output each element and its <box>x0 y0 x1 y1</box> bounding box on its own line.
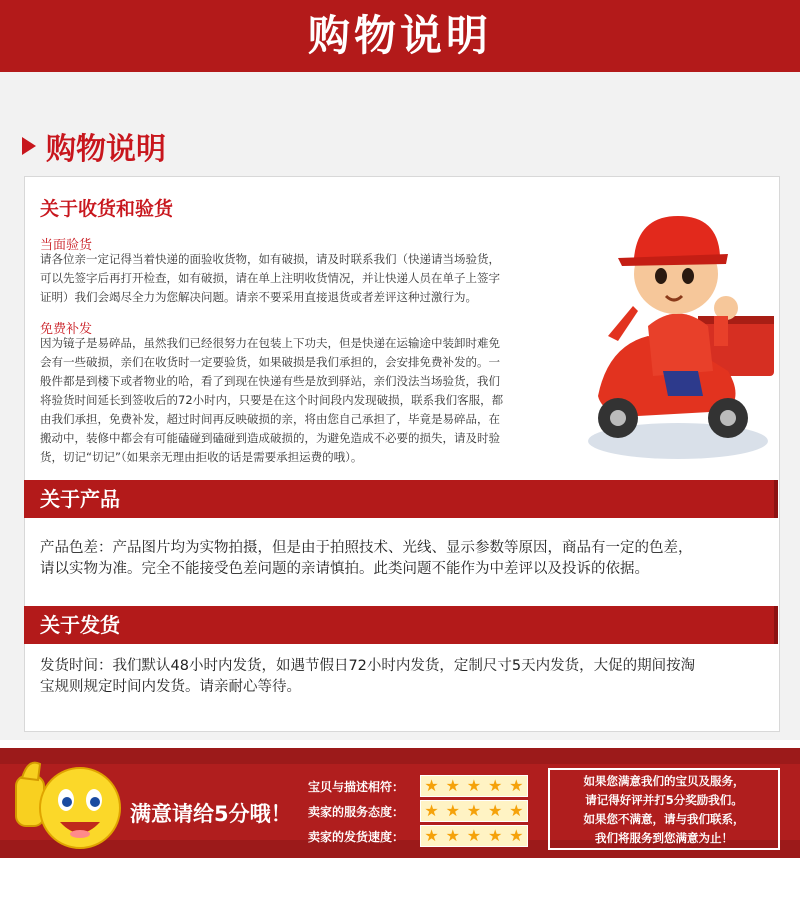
rating-label: 卖家的发货速度： <box>308 830 405 844</box>
text-line: 会有一些破损，亲们在收货时一定要验货，如果破损是我们承担的，会安排免费补发的。一 <box>40 355 500 369</box>
star-icon: ★ <box>509 826 524 845</box>
banner-title: 购物说明 <box>307 11 492 60</box>
text-line: 发货时间：我们默认48小时内发货，如遇节假日72小时内发货，定制尺寸5天内发货，大促的期间按淘 <box>40 658 696 674</box>
bar-tab <box>774 480 778 518</box>
note-line: 请记得好评并打5分奖励我们。 <box>585 793 743 807</box>
star-icon: ★ <box>466 826 482 845</box>
star-icon: ★ <box>487 826 503 845</box>
reship-text <box>40 334 565 467</box>
satisfaction-note <box>548 768 780 850</box>
star-icon: ★ <box>487 801 503 820</box>
product-heading: 关于产品 <box>40 487 120 511</box>
text-line: 货，切记“切记”（如果亲无理由拒收的话是需要承担运费的哦）。 <box>40 450 363 464</box>
star-icon: ★ <box>424 801 439 820</box>
inspect-text <box>40 250 565 307</box>
section-header <box>22 124 166 168</box>
star-icon: ★ <box>445 826 460 845</box>
star-icon: ★ <box>445 801 460 820</box>
text-line: 产品色差：产品图片均为实物拍摄，但是由于拍照技术、光线、显示参数等原因，商品有一定的色差， <box>40 540 693 556</box>
note-line: 如果您不满意，请与我们联系， <box>583 812 745 826</box>
delivery-courier-illustration <box>578 196 778 466</box>
product-header-bar <box>24 480 778 518</box>
text-line: 般件都是到楼下或者物业的哈，看了到现在快递有些是放到驿站，亲们没法当场验货，我们 <box>40 374 500 388</box>
text-line: 请以实物为准。完全不能接受色差问题的亲请慎拍。此类问题不能作为中差评以及投诉的依据。 <box>40 561 649 577</box>
shipping-text <box>40 656 760 698</box>
shipping-heading: 关于发货 <box>40 613 120 637</box>
star-icon: ★ <box>509 776 524 795</box>
shipping-header-bar <box>24 606 778 644</box>
section-title: 购物说明 <box>46 132 166 167</box>
star-icon: ★ <box>466 776 482 795</box>
thumbs-up-smiley-icon <box>8 756 123 856</box>
star-icon: ★ <box>509 801 524 820</box>
star-icon: ★ <box>424 776 439 795</box>
star-icon: ★ <box>445 776 460 795</box>
text-line: 请各位亲一定记得当着快递的面验收货物，如有破损，请及时联系我们（快递请当场验货， <box>40 252 500 266</box>
text-line: 搬动中，装修中都会有可能磕碰到磕碰到造成破损的，为避免造成不必要的损失，请及时验 <box>40 431 500 445</box>
text-line: 宝规则规定时间内发货。请亲耐心等待。 <box>40 679 301 695</box>
text-line: 可以先签字后再打开检查，如有破损，请在单上注明收货情况，并让快递人员在单子上签字 <box>40 271 500 285</box>
note-line: 我们将服务到您满意为止！ <box>595 831 733 845</box>
star-icon: ★ <box>424 826 439 845</box>
inspect-title: 当面验货 <box>40 238 93 253</box>
top-banner <box>0 0 800 72</box>
bar-tab <box>774 606 778 644</box>
rating-label: 卖家的服务态度： <box>308 805 405 819</box>
star-icon: ★ <box>487 776 503 795</box>
text-line: 将验货时间延长到签收后的72小时内，只要是在这个时间段内发现破损，联系我们客服，都 <box>40 393 504 407</box>
star-rating <box>420 800 528 822</box>
receipt-heading: 关于收货和验货 <box>40 198 174 220</box>
text-line: 证明）我们会竭尽全力为您解决问题。请亲不要采用直接退货或者差评这种过激行为。 <box>40 290 477 304</box>
footer-main-text: 满意请给5分哦！ <box>130 802 292 826</box>
product-text <box>40 538 760 580</box>
rating-label: 宝贝与描述相符： <box>308 780 405 794</box>
text-line: 因为镜子是易碎品，虽然我们已经很努力在包装上下功夫，但是快递在运输途中装卸时难免 <box>40 336 500 350</box>
reship-title: 免费补发 <box>40 322 93 337</box>
star-rating <box>420 775 528 797</box>
triangle-arrow-icon <box>22 137 36 155</box>
note-line: 如果您满意我们的宝贝及服务， <box>583 774 745 788</box>
text-line: 由我们承担，免费补发，超过时间再反映破损的亲，将由您自己承担了，毕竟是易碎品，在 <box>40 412 500 426</box>
star-icon: ★ <box>466 801 482 820</box>
star-rating <box>420 825 528 847</box>
